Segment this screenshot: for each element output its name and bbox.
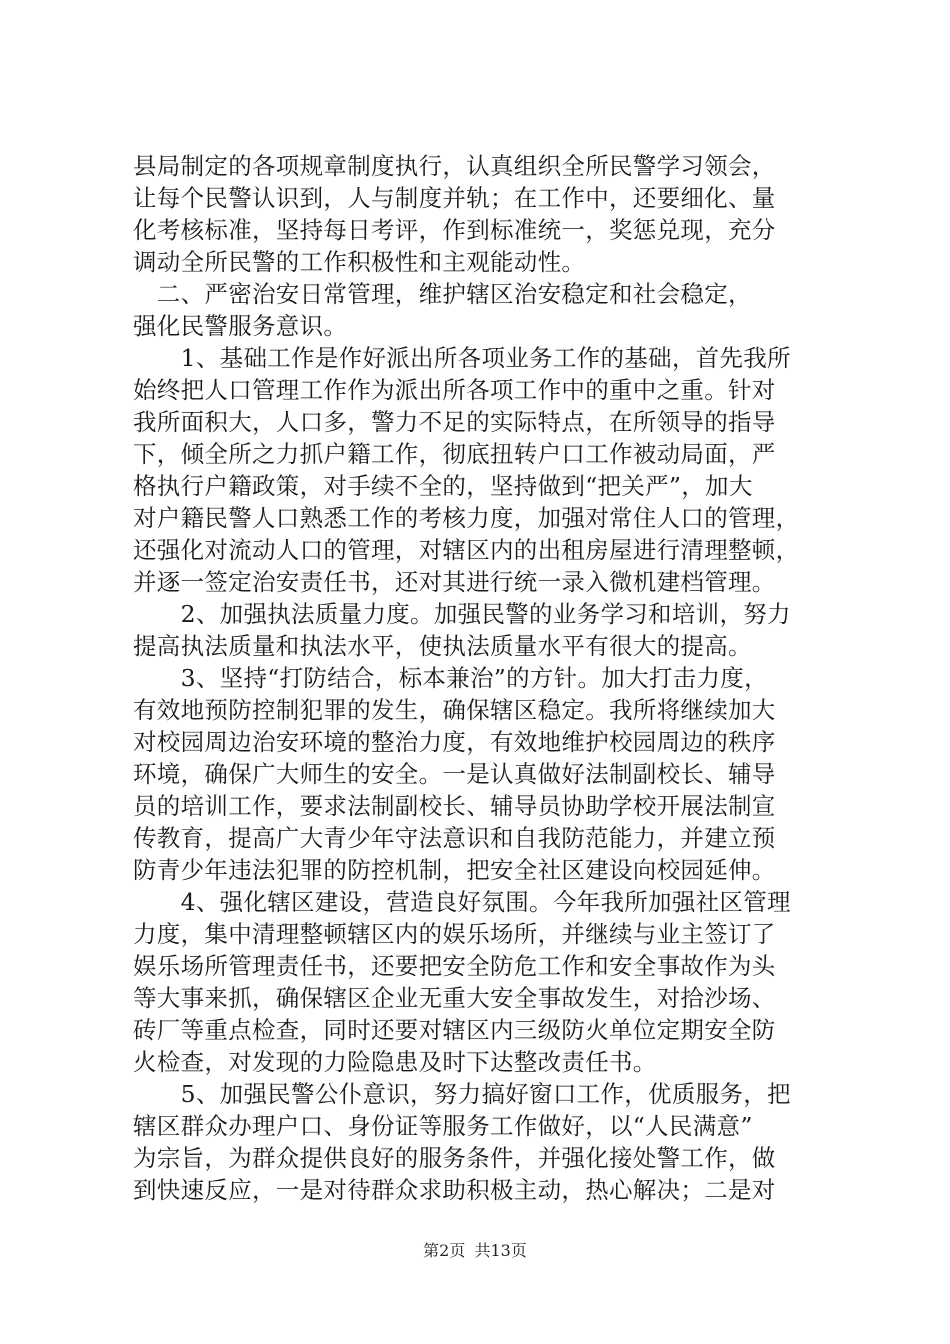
text-line: 还强化对流动人口的管理，对辖区内的出租房屋进行清理整顿， xyxy=(133,536,800,564)
text-line: 对校园周边治安环境的整治力度，有效地维护校园周边的秩序 xyxy=(133,728,776,756)
text-line: 我所面积大，人口多，警力不足的实际特点，在所领导的指导 xyxy=(133,408,776,436)
section-heading-line: 强化民警服务意识。 xyxy=(133,312,348,340)
text-line: 对户籍民警人口熟悉工作的考核力度，加强对常住人口的管理， xyxy=(133,504,800,532)
text-line: 5、加强民警公仆意识，努力搞好窗口工作，优质服务，把 xyxy=(133,1080,791,1108)
text-line: 1、基础工作是作好派出所各项业务工作的基础，首先我所 xyxy=(133,344,791,372)
text-line: 调动全所民警的工作积极性和主观能动性。 xyxy=(133,248,586,276)
text-line: 环境，确保广大师生的安全。一是认真做好法制副校长、辅导 xyxy=(133,760,776,788)
text-line: 并逐一签定治安责任书，还对其进行统一录入微机建档管理。 xyxy=(133,568,776,596)
text-line: 4、强化辖区建设，营造良好氛围。今年我所加强社区管理 xyxy=(133,888,791,916)
text-line: 为宗旨，为群众提供良好的服务条件，并强化接处警工作，做 xyxy=(133,1144,776,1172)
text-line: 格执行户籍政策，对手续不全的，坚持做到“把关严”，加大 xyxy=(133,472,753,500)
text-line: 力度，集中清理整顿辖区内的娱乐场所，并继续与业主签订了 xyxy=(133,920,776,948)
document-body xyxy=(133,150,833,1206)
text-line: 火检查，对发现的力险隐患及时下达整改责任书。 xyxy=(133,1048,657,1076)
section-heading-line: 二、严密治安日常管理，维护辖区治安稳定和社会稳定， xyxy=(133,280,752,308)
text-line: 让每个民警认识到，人与制度并轨；在工作中，还要细化、量 xyxy=(133,184,776,212)
text-line: 员的培训工作，要求法制副校长、辅导员协助学校开展法制宣 xyxy=(133,792,776,820)
text-line: 有效地预防控制犯罪的发生，确保辖区稳定。我所将继续加大 xyxy=(133,696,776,724)
page-total: 共13页 xyxy=(474,1241,527,1260)
text-line: 下，倾全所之力抓户籍工作，彻底扭转户口工作被动局面，严 xyxy=(133,440,776,468)
text-line: 辖区群众办理户口、身份证等服务工作做好，以“人民满意” xyxy=(133,1112,753,1140)
text-line: 化考核标准，坚持每日考评，作到标准统一，奖惩兑现，充分 xyxy=(133,216,776,244)
text-line: 始终把人口管理工作作为派出所各项工作中的重中之重。针对 xyxy=(133,376,776,404)
text-line: 砖厂等重点检查，同时还要对辖区内三级防火单位定期安全防 xyxy=(133,1016,776,1044)
text-line: 县局制定的各项规章制度执行，认真组织全所民警学习领会， xyxy=(133,152,776,180)
page-number: 第2页 xyxy=(423,1241,466,1260)
text-line: 3、坚持“打防结合，标本兼治”的方针。加大打击力度， xyxy=(133,664,768,692)
text-line: 等大事来抓，确保辖区企业无重大安全事故发生，对拾沙场、 xyxy=(133,984,776,1012)
text-line: 传教育，提高广大青少年守法意识和自我防范能力，并建立预 xyxy=(133,824,776,852)
text-line: 2、加强执法质量力度。加强民警的业务学习和培训，努力 xyxy=(133,600,791,628)
text-line: 提高执法质量和执法水平，使执法质量水平有很大的提高。 xyxy=(133,632,752,660)
text-line: 娱乐场所管理责任书，还要把安全防危工作和安全事故作为头 xyxy=(133,952,776,980)
page-footer xyxy=(0,1240,950,1262)
text-line: 防青少年违法犯罪的防控机制，把安全社区建设向校园延伸。 xyxy=(133,856,776,884)
text-line: 到快速反应，一是对待群众求助积极主动，热心解决；二是对 xyxy=(133,1176,776,1204)
